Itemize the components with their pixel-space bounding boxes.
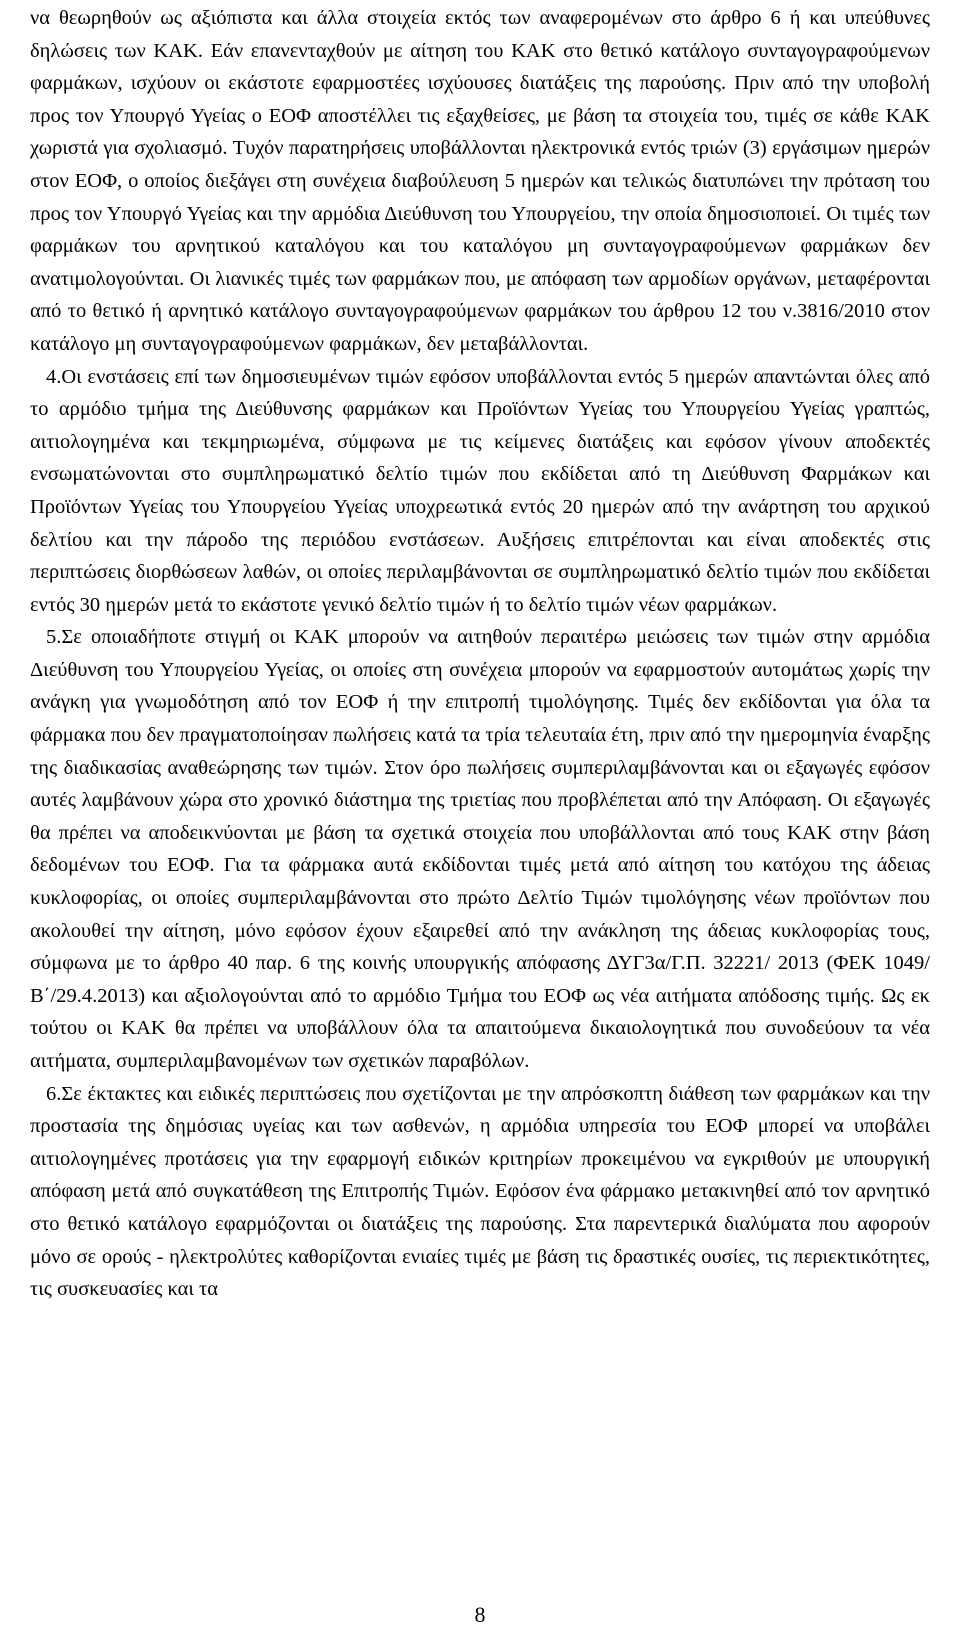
page-number: 8 [474,1602,486,1627]
paragraph-6: 6.Σε έκτακτες και ειδικές περιπτώσεις που σχετίζονται με την απρόσκοπτη διάθεση των φαρμάκων και την προστασία της δημόσιας υγείας και των ασθενών, η αρμόδια υπηρεσία του ΕΟΦ μπορεί να υποβάλει αιτιολογημένες προτάσεις για την εφαρμογή ειδικών κριτηρίων προκειμένου να εγκριθούν με υπουργική απόφαση μετά από συγκατάθεση της Επιτροπής Τιμών. Εφόσον ένα φάρμακο μετακινηθεί από τον αρνητικό στο θετικό κατάλογο εφαρμόζονται οι διατάξεις της παρούσης. Στα παρεντερικά διαλύματα που αφορούν μόνο σε ορούς - ηλεκτρολύτες καθορίζονται ενιαίες τιμές με βάση τις δραστικές ουσίες, τις περιεκτικότητες, τις συσκευασίες και τα [30,1082,930,1301]
paragraph-3-continuation: να θεωρηθούν ως αξιόπιστα και άλλα στοιχεία εκτός των αναφερομένων στο άρθρο 6 ή και υπεύθυνες δηλώσεις των ΚΑΚ. Εάν επανενταχθούν με αίτηση του ΚΑΚ στο θετικό κατάλογο συνταγογραφούμενων φαρμάκων, ισχύουν οι εκάστοτε εφαρμοστέες ισχύουσες διατάξεις της παρούσης. Πριν από την υποβολή προς τον Υπουργό Υγείας ο ΕΟΦ αποστέλλει τις εξαχθείσες, με βάση τα στοιχεία του, τιμές σε κάθε ΚΑΚ χωριστά για σχολιασμό. Τυχόν παρατηρήσεις υποβάλλονται ηλεκτρονικά εντός τριών (3) εργάσιμων ημερών στον ΕΟΦ, ο οποίος διεξάγει στη συνέχεια διαβούλευση 5 ημερών και τελικώς διατυπώνει την πρόταση του προς τον Υπουργό Υγείας και την αρμόδια Διεύθυνση του Υπουργείου, την οποία δημοσιοποιεί. Οι τιμές των φαρμάκων του αρνητικού καταλόγου και του καταλόγου μη συνταγογραφούμενων φαρμάκων δεν ανατιμολογούνται. Οι λιανικές τιμές των φαρμάκων που, με απόφαση των αρμοδίων οργάνων, μεταφέρονται από το θετικό ή αρνητικό κατάλογο συνταγογραφούμενων φαρμάκων του άρθρου 12 του ν.3816/2010 στον κατάλογο μη συνταγογραφούμενων φαρμάκων, δεν μεταβάλλονται. [30,7,930,355]
paragraph-5: 5.Σε οποιαδήποτε στιγμή οι ΚΑΚ μπορούν να αιτηθούν περαιτέρω μειώσεις των τιμών στην αρμόδια Διεύθυνση του Υπουργείου Υγείας, οι οποίες στη συνέχεια μπορούν να εφαρμοστούν αυτομάτως χωρίς την ανάγκη για γνωμοδότηση από τον ΕΟΦ ή την επιτροπή τιμολόγησης. Τιμές δεν εκδίδονται για όλα τα φάρμακα που δεν πραγματοποίησαν πωλήσεις κατά τα τρία τελευταία έτη, πριν από την ημερομηνία έναρξης της διαδικασίας αναθεώρησης των τιμών. Στον όρο πωλήσεις συμπεριλαμβάνονται και οι εξαγωγές εφόσον αυτές λαμβάνουν χώρα στο χρονικό διάστημα της τριετίας που προβλέπεται από την Απόφαση. Οι εξαγωγές θα πρέπει να αποδεικνύονται με βάση τα σχετικά στοιχεία που υποβάλλονται από τους ΚΑΚ στην βάση δεδομένων του ΕΟΦ. Για τα φάρμακα αυτά εκδίδονται τιμές μετά από αίτηση του κατόχου της άδειας κυκλοφορίας, οι οποίες συμπεριλαμβάνονται στο πρώτο Δελτίο Τιμών τιμολόγησης νέων προϊόντων που ακολουθεί την αίτηση, μόνο εφόσον έχουν εξαιρεθεί από την ανάκληση της άδειας κυκλοφορίας τους, σύμφωνα με το άρθρο 40 παρ. 6 της κοινής υπουργικής απόφασης ΔΥΓ3α/Γ.Π. 32221/ 2013 (ΦΕΚ 1049/Β΄/29.4.2013) και αξιολογούνται από το αρμόδιο Τμήμα του ΕΟΦ ως νέα αιτήματα απόδοσης τιμής. Ως εκ τούτου οι ΚΑΚ θα πρέπει να υποβάλλουν όλα τα απαιτούμενα δικαιολογητικά που συνοδεύουν τα νέα αιτήματα, συμπεριλαμβανομένων των σχετικών παραβόλων. [30,626,930,1072]
document-page [30,0,930,1306]
paragraph-4: 4.Οι ενστάσεις επί των δημοσιευμένων τιμών εφόσον υποβάλλονται εντός 5 ημερών απαντώνται όλες από το αρμόδιο τμήμα της Διεύθυνσης φαρμάκων και Προϊόντων Υγείας του Υπουργείου Υγείας γραπτώς, αιτιολογημένα και τεκμηριωμένα, σύμφωνα με τις κείμενες διατάξεις και εφόσον γίνουν αποδεκτές ενσωματώνονται στο συμπληρωματικό δελτίο τιμών που εκδίδεται από τη Διεύθυνση Φαρμάκων και Προϊόντων Υγείας του Υπουργείου Υγείας υποχρεωτικά εντός 20 ημερών από την ανάρτηση του αρχικού δελτίου και την πάροδο της περιόδου ενστάσεων. Αυξήσεις επιτρέπονται και είναι αποδεκτές στις περιπτώσεις διορθώσεων λαθών, οι οποίες περιλαμβάνονται σε συμπληρωματικό δελτίο τιμών που εκδίδεται εντός 30 ημερών μετά το εκάστοτε γενικό δελτίο τιμών ή το δελτίο τιμών νέων φαρμάκων. [30,365,930,616]
